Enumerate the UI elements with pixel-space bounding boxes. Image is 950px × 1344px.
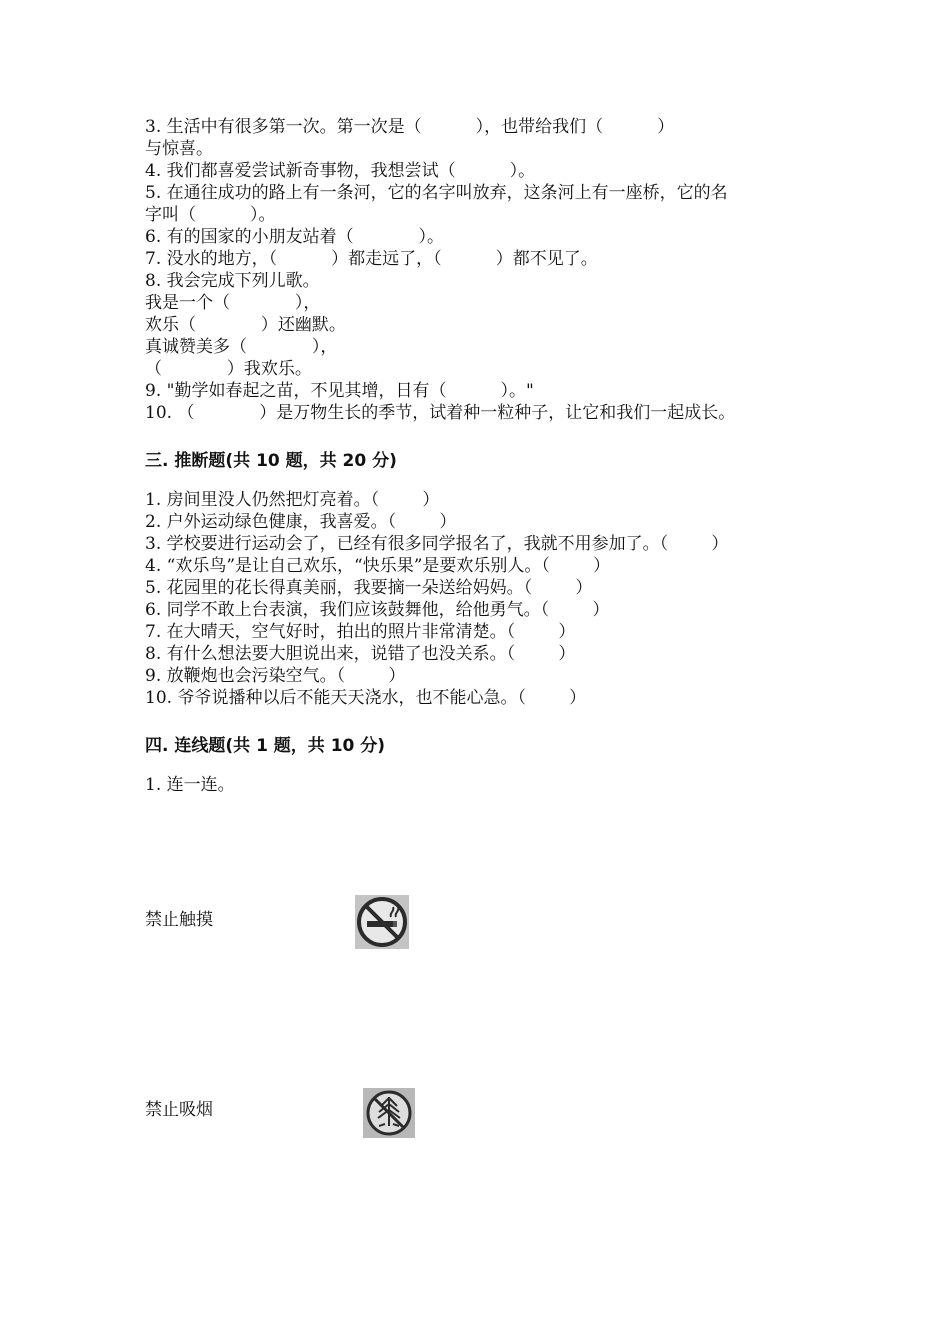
match-question: 1. 连一连。: [145, 775, 235, 795]
judge-item-7: 7. 在大晴天，空气好时，拍出的照片非常清楚。（ ）: [145, 622, 576, 642]
fill-line-3a: 3. 生活中有很多第一次。第一次是（ ），也带给我们（ ）: [145, 117, 675, 137]
fill-line-8-verse-3: 真诚赞美多（ ），: [145, 337, 338, 357]
fill-line-3b: 与惊喜。: [145, 139, 213, 159]
fill-line-5a: 5. 在通往成功的路上有一条河，它的名字叫放弃，这条河上有一座桥，它的名: [145, 183, 728, 203]
match-label-no-smoking[interactable]: 禁止吸烟: [145, 1100, 213, 1120]
fill-line-4: 4. 我们都喜爱尝试新奇事物，我想尝试（ ）。: [145, 161, 536, 181]
judge-item-4: 4. “欢乐鸟”是让自己欢乐，“快乐果”是要欢乐别人。（ ）: [145, 556, 611, 576]
judge-item-9: 9. 放鞭炮也会污染空气。（ ）: [145, 666, 406, 686]
judge-item-5: 5. 花园里的花长得真美丽，我要摘一朵送给妈妈。（ ）: [145, 578, 593, 598]
no-tree-cutting-sign-icon[interactable]: [363, 1088, 415, 1138]
judge-item-6: 6. 同学不敢上台表演，我们应该鼓舞他，给他勇气。（ ）: [145, 600, 610, 620]
section-title-judge: 三. 推断题(共 10 题，共 20 分): [145, 451, 397, 471]
fill-line-8-verse-4: （ ）我欢乐。: [145, 359, 312, 379]
fill-line-8-verse-1: 我是一个（ ），: [145, 293, 321, 313]
section-title-match: 四. 连线题(共 1 题，共 10 分): [145, 736, 386, 756]
fill-line-9: 9. "勤学如春起之苗，不见其增，日有（ ）。": [145, 381, 534, 401]
judge-item-10: 10. 爷爷说播种以后不能天天浇水，也不能心急。（ ）: [145, 688, 587, 708]
fill-line-7: 7. 没水的地方，（ ）都走远了，（ ）都不见了。: [145, 249, 598, 269]
judge-item-1: 1. 房间里没人仍然把灯亮着。（ ）: [145, 490, 440, 510]
judge-item-2: 2. 户外运动绿色健康，我喜爱。（ ）: [145, 512, 457, 532]
judge-item-8: 8. 有什么想法要大胆说出来，说错了也没关系。（ ）: [145, 644, 576, 664]
judge-item-3: 3. 学校要进行运动会了，已经有很多同学报名了，我就不用参加了。（ ）: [145, 534, 729, 554]
fill-line-5b: 字叫（ ）。: [145, 205, 276, 225]
fill-line-6: 6. 有的国家的小朋友站着（ ）。: [145, 227, 444, 247]
fill-line-8-verse-2: 欢乐（ ）还幽默。: [145, 315, 346, 335]
no-smoking-sign-icon[interactable]: [355, 895, 409, 949]
fill-line-10: 10. （ ）是万物生长的季节，试着种一粒种子，让它和我们一起成长。: [145, 403, 736, 423]
match-label-no-touching[interactable]: 禁止触摸: [145, 910, 213, 930]
fill-line-8: 8. 我会完成下列儿歌。: [145, 271, 320, 291]
